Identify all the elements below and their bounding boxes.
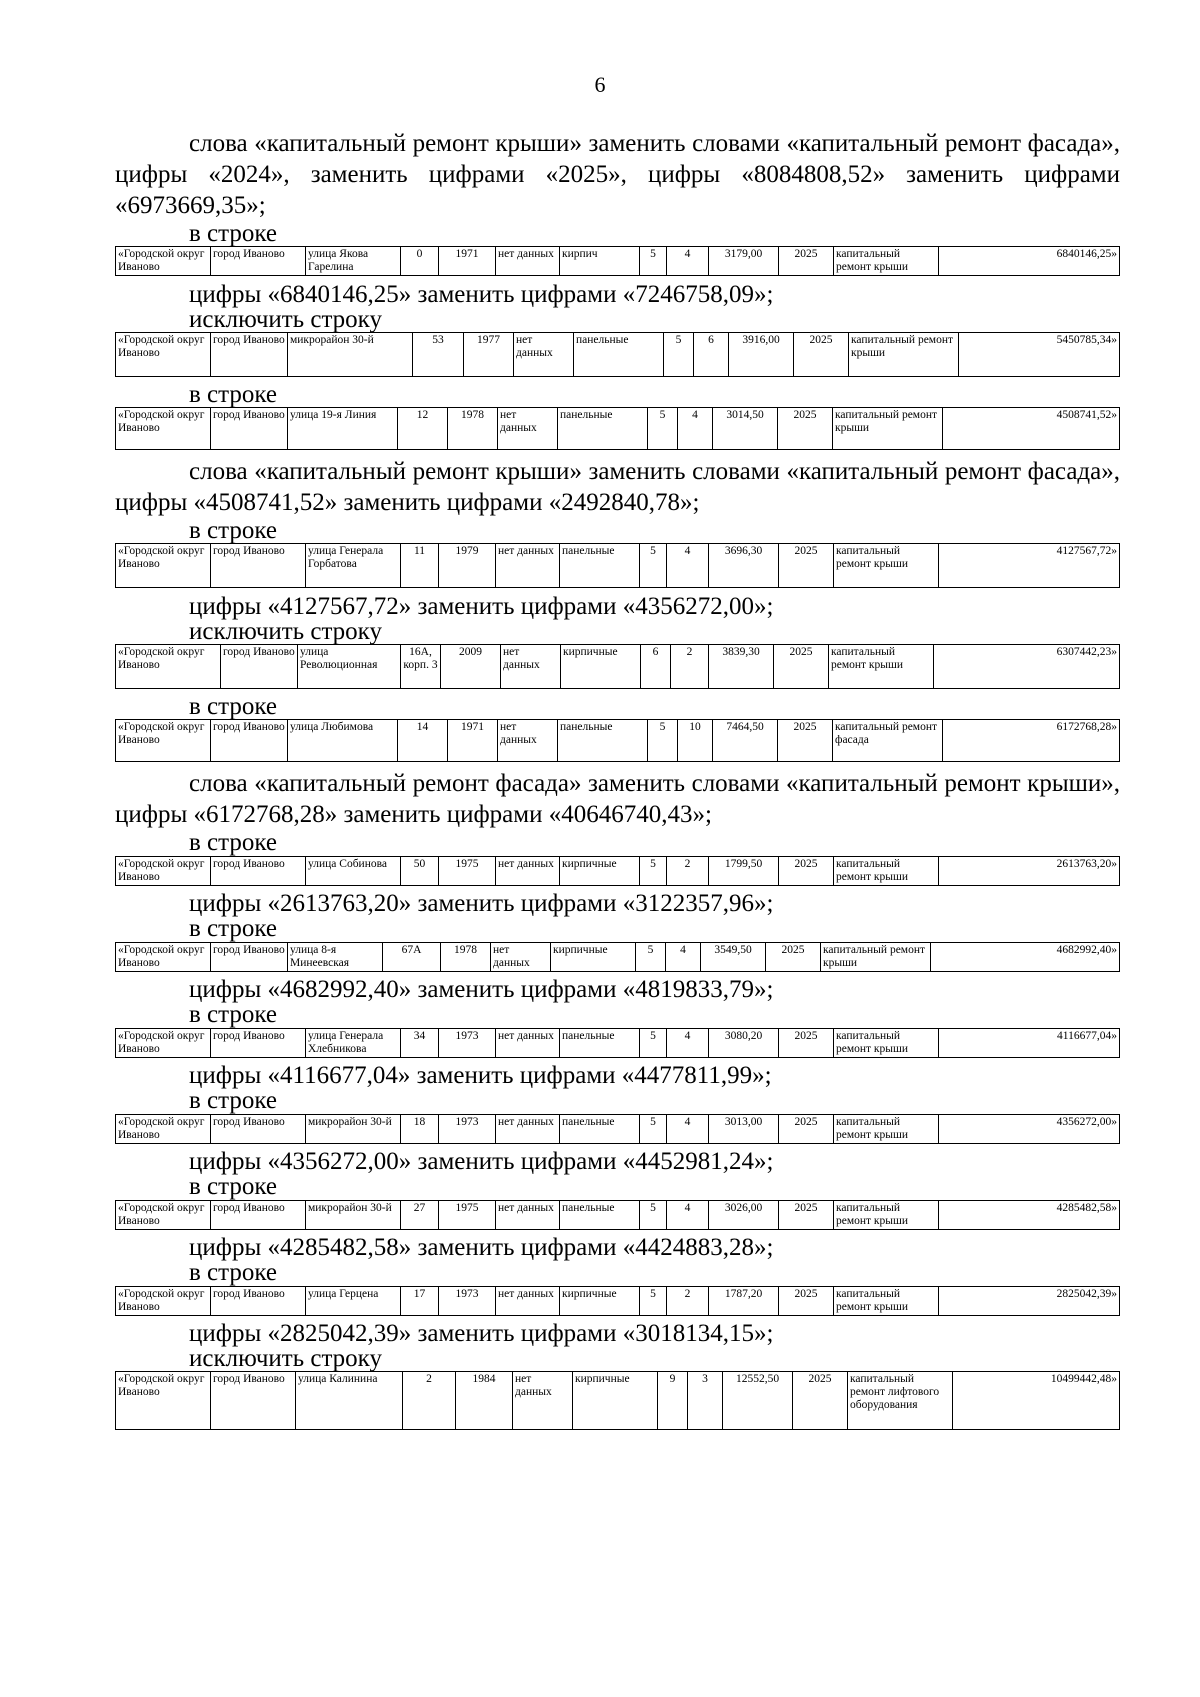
- cell-work-type: капитальный ремонт крыши: [834, 857, 939, 886]
- cell-area: 3014,50: [713, 408, 778, 450]
- cell-plan-year: 2025: [779, 544, 834, 588]
- instruction-line: цифры «4356272,00» заменить цифрами «4452981,24»;: [189, 1148, 774, 1175]
- cell-cost: 2613763,20»: [939, 857, 1120, 886]
- cell-municipality: «Городской округ Иваново: [116, 1287, 211, 1316]
- cell-area: 3696,30: [709, 544, 779, 588]
- cell-locality: город Иваново: [211, 544, 306, 588]
- cell-locality: город Иваново: [211, 720, 288, 762]
- cell-house-number: 16А, корп. 3: [401, 645, 441, 689]
- instruction-line: цифры «2613763,20» заменить цифрами «3122357,96»;: [189, 890, 774, 917]
- table-row: [115, 644, 1120, 689]
- cell-entrances: 4: [667, 1201, 709, 1230]
- cell-area: 3080,20: [709, 1029, 779, 1058]
- cell-street: улица Калинина: [296, 1372, 403, 1430]
- cell-locality: город Иваново: [211, 943, 288, 972]
- cell-cost: 4508741,52»: [943, 408, 1120, 450]
- instruction-line: в строке: [189, 517, 278, 544]
- cell-plan-year: 2025: [779, 1029, 834, 1058]
- document-body: [115, 128, 1120, 1430]
- cell-floors: 5: [640, 1287, 667, 1316]
- cell-year: 1979: [439, 544, 496, 588]
- cell-work-type: капитальный ремонт крыши: [834, 1201, 939, 1230]
- table-row: [115, 407, 1120, 450]
- cell-plan-year: 2025: [779, 1201, 834, 1230]
- instruction-line: цифры «2825042,39» заменить цифрами «3018134,15»;: [189, 1320, 774, 1347]
- cell-municipality: «Городской округ Иваново: [116, 333, 211, 377]
- cell-area: 12552,50: [723, 1372, 793, 1430]
- cell-municipality: «Городской округ Иваново: [116, 1372, 211, 1430]
- cell-locality: город Иваново: [211, 408, 288, 450]
- cell-plan-year: 2025: [778, 720, 833, 762]
- cell-house-number: 11: [401, 544, 439, 588]
- cell-municipality: «Городской округ Иваново: [116, 720, 211, 762]
- cell-street: микрорайон 30-й: [288, 333, 413, 377]
- cell-locality: город Иваново: [211, 333, 288, 377]
- amendment-paragraph: слова «капитальный ремонт фасада» заменить словами «капитальный ремонт крыши», цифры «6172768,28» заменить цифрами «40646740,43»;: [115, 770, 1120, 828]
- cell-locality: город Иваново: [211, 1201, 306, 1230]
- cell-area: 3013,00: [709, 1115, 779, 1144]
- instruction-line: цифры «4285482,58» заменить цифрами «4424883,28»;: [189, 1234, 774, 1261]
- cell-municipality: «Городской округ Иваново: [116, 1115, 211, 1144]
- cell-status: нет данных: [496, 544, 560, 588]
- cell-locality: город Иваново: [211, 247, 306, 276]
- instruction-line: в строке: [189, 220, 278, 247]
- cell-year: 1978: [441, 943, 491, 972]
- cell-material: панельные: [574, 333, 664, 377]
- table-row: [115, 1028, 1120, 1058]
- cell-locality: город Иваново: [211, 1372, 296, 1430]
- cell-street: микрорайон 30-й: [306, 1115, 401, 1144]
- cell-status: нет данных: [514, 333, 574, 377]
- cell-status: нет данных: [491, 943, 551, 972]
- cell-cost: 10499442,48»: [953, 1372, 1120, 1430]
- cell-status: нет данных: [496, 1115, 560, 1144]
- cell-plan-year: 2025: [766, 943, 821, 972]
- cell-material: панельные: [560, 1201, 640, 1230]
- cell-work-type: капитальный ремонт крыши: [833, 408, 943, 450]
- cell-floors: 5: [648, 408, 678, 450]
- cell-year: 1977: [464, 333, 514, 377]
- instruction-line: цифры «6840146,25» заменить цифрами «7246758,09»;: [189, 281, 774, 308]
- cell-year: 1978: [448, 408, 498, 450]
- instruction-line: в строке: [189, 1087, 278, 1114]
- cell-area: 1799,50: [709, 857, 779, 886]
- cell-municipality: «Городской округ Иваново: [116, 1029, 211, 1058]
- cell-status: нет данных: [501, 645, 561, 689]
- table-row: [115, 1286, 1120, 1316]
- cell-entrances: 6: [694, 333, 729, 377]
- cell-entrances: 2: [667, 857, 709, 886]
- cell-plan-year: 2025: [778, 408, 833, 450]
- cell-year: 1975: [439, 1201, 496, 1230]
- table-row: [115, 1114, 1120, 1144]
- cell-material: панельные: [560, 1029, 640, 1058]
- cell-area: 3549,50: [701, 943, 766, 972]
- cell-locality: город Иваново: [211, 1115, 306, 1144]
- table-row: [115, 1200, 1120, 1230]
- cell-plan-year: 2025: [779, 1115, 834, 1144]
- cell-area: 1787,20: [709, 1287, 779, 1316]
- cell-status: нет данных: [498, 408, 558, 450]
- cell-floors: 5: [636, 943, 666, 972]
- cell-house-number: 67А: [383, 943, 441, 972]
- cell-locality: город Иваново: [221, 645, 298, 689]
- cell-work-type: капитальный ремонт лифтового оборудования: [848, 1372, 953, 1430]
- cell-entrances: 10: [678, 720, 713, 762]
- cell-cost: 6307442,23»: [934, 645, 1120, 689]
- cell-floors: 5: [640, 1201, 667, 1230]
- cell-cost: 2825042,39»: [939, 1287, 1120, 1316]
- cell-material: панельные: [558, 408, 648, 450]
- cell-work-type: капитальный ремонт фасада: [833, 720, 943, 762]
- cell-cost: 6172768,28»: [943, 720, 1120, 762]
- cell-plan-year: 2025: [779, 247, 834, 276]
- cell-municipality: «Городской округ Иваново: [116, 247, 211, 276]
- instruction-line: в строке: [189, 693, 278, 720]
- cell-material: кирпичные: [560, 857, 640, 886]
- cell-status: нет данных: [496, 1287, 560, 1316]
- cell-cost: 6840146,25»: [939, 247, 1120, 276]
- instruction-line: цифры «4127567,72» заменить цифрами «4356272,00»;: [189, 593, 774, 620]
- cell-status: нет данных: [496, 1029, 560, 1058]
- cell-work-type: капитальный ремонт крыши: [834, 1287, 939, 1316]
- instruction-line: исключить строку: [189, 618, 382, 645]
- cell-floors: 5: [648, 720, 678, 762]
- cell-year: 1975: [439, 857, 496, 886]
- cell-material: кирпичные: [551, 943, 636, 972]
- cell-house-number: 34: [401, 1029, 439, 1058]
- cell-house-number: 12: [398, 408, 448, 450]
- cell-floors: 5: [640, 1029, 667, 1058]
- cell-house-number: 50: [401, 857, 439, 886]
- table-row: [115, 856, 1120, 886]
- cell-entrances: 3: [688, 1372, 723, 1430]
- table-row: [115, 543, 1120, 588]
- instruction-line: в строке: [189, 381, 278, 408]
- cell-area: 7464,50: [713, 720, 778, 762]
- cell-street: улица Революционная: [298, 645, 401, 689]
- cell-work-type: капитальный ремонт крыши: [834, 1115, 939, 1144]
- cell-street: улица Генерала Горбатова: [306, 544, 401, 588]
- cell-area: 3026,00: [709, 1201, 779, 1230]
- cell-floors: 5: [640, 857, 667, 886]
- table-row: [115, 1371, 1120, 1430]
- cell-plan-year: 2025: [779, 1287, 834, 1316]
- cell-material: кирпичные: [573, 1372, 658, 1430]
- cell-floors: 6: [641, 645, 671, 689]
- cell-municipality: «Городской округ Иваново: [116, 1201, 211, 1230]
- cell-year: 2009: [441, 645, 501, 689]
- cell-municipality: «Городской округ Иваново: [116, 943, 211, 972]
- cell-locality: город Иваново: [211, 1287, 306, 1316]
- cell-house-number: 17: [401, 1287, 439, 1316]
- cell-area: 3179,00: [709, 247, 779, 276]
- table-row: [115, 719, 1120, 762]
- cell-year: 1971: [439, 247, 496, 276]
- instruction-line: цифры «4682992,40» заменить цифрами «4819833,79»;: [189, 976, 774, 1003]
- cell-floors: 5: [640, 247, 667, 276]
- cell-work-type: капитальный ремонт крыши: [834, 544, 939, 588]
- cell-status: нет данных: [498, 720, 558, 762]
- table-row: [115, 942, 1120, 972]
- cell-street: улица Любимова: [288, 720, 398, 762]
- cell-status: нет данных: [496, 247, 560, 276]
- cell-work-type: капитальный ремонт крыши: [834, 247, 939, 276]
- cell-material: панельные: [558, 720, 648, 762]
- cell-plan-year: 2025: [774, 645, 829, 689]
- cell-work-type: капитальный ремонт крыши: [829, 645, 934, 689]
- amendment-paragraph: слова «капитальный ремонт крыши» заменить словами «капитальный ремонт фасада», цифры «2024», заменить цифрами «2025», цифры «8084808,52» заменить цифрами «6973669,35»;: [115, 130, 1120, 219]
- cell-cost: 5450785,34»: [959, 333, 1120, 377]
- cell-municipality: «Городской округ Иваново: [116, 408, 211, 450]
- cell-floors: 5: [664, 333, 694, 377]
- cell-status: нет данных: [496, 857, 560, 886]
- cell-material: кирпичные: [561, 645, 641, 689]
- cell-cost: 4682992,40»: [931, 943, 1120, 972]
- cell-material: кирпич: [560, 247, 640, 276]
- cell-house-number: 27: [401, 1201, 439, 1230]
- cell-area: 3916,00: [729, 333, 794, 377]
- instruction-line: исключить строку: [189, 1345, 382, 1372]
- cell-street: улица 19-я Линия: [288, 408, 398, 450]
- instruction-line: в строке: [189, 829, 278, 856]
- cell-entrances: 4: [666, 943, 701, 972]
- cell-entrances: 4: [667, 1029, 709, 1058]
- table-row: [115, 246, 1120, 276]
- cell-area: 3839,30: [709, 645, 774, 689]
- cell-year: 1971: [448, 720, 498, 762]
- instruction-line: в строке: [189, 915, 278, 942]
- table-row: [115, 332, 1120, 377]
- cell-plan-year: 2025: [794, 333, 849, 377]
- cell-year: 1984: [456, 1372, 513, 1430]
- cell-municipality: «Городской округ Иваново: [116, 645, 221, 689]
- cell-street: улица 8-я Минеевская: [288, 943, 383, 972]
- cell-floors: 5: [640, 544, 667, 588]
- cell-entrances: 4: [667, 247, 709, 276]
- cell-entrances: 2: [667, 1287, 709, 1316]
- cell-cost: 4356272,00»: [939, 1115, 1120, 1144]
- cell-work-type: капитальный ремонт крыши: [849, 333, 959, 377]
- cell-house-number: 0: [401, 247, 439, 276]
- cell-street: улица Генерала Хлебникова: [306, 1029, 401, 1058]
- cell-plan-year: 2025: [793, 1372, 848, 1430]
- cell-entrances: 4: [667, 1115, 709, 1144]
- cell-locality: город Иваново: [211, 1029, 306, 1058]
- cell-street: микрорайон 30-й: [306, 1201, 401, 1230]
- cell-material: панельные: [560, 1115, 640, 1144]
- cell-street: улица Герцена: [306, 1287, 401, 1316]
- cell-work-type: капитальный ремонт крыши: [821, 943, 931, 972]
- amendment-paragraph: слова «капитальный ремонт крыши» заменить словами «капитальный ремонт фасада», цифры «4508741,52» заменить цифрами «2492840,78»;: [115, 458, 1120, 516]
- cell-work-type: капитальный ремонт крыши: [834, 1029, 939, 1058]
- cell-year: 1973: [439, 1287, 496, 1316]
- cell-house-number: 53: [413, 333, 464, 377]
- cell-entrances: 2: [671, 645, 709, 689]
- cell-house-number: 2: [403, 1372, 456, 1430]
- instruction-line: в строке: [189, 1259, 278, 1286]
- cell-entrances: 4: [678, 408, 713, 450]
- page-number: 6: [594, 72, 606, 97]
- instruction-line: в строке: [189, 1173, 278, 1200]
- cell-status: нет данных: [496, 1201, 560, 1230]
- cell-locality: город Иваново: [211, 857, 306, 886]
- cell-municipality: «Городской округ Иваново: [116, 857, 211, 886]
- cell-status: нет данных: [513, 1372, 573, 1430]
- cell-house-number: 18: [401, 1115, 439, 1144]
- cell-floors: 5: [640, 1115, 667, 1144]
- cell-house-number: 14: [398, 720, 448, 762]
- cell-entrances: 4: [667, 544, 709, 588]
- cell-year: 1973: [439, 1029, 496, 1058]
- cell-floors: 9: [658, 1372, 688, 1430]
- instruction-line: цифры «4116677,04» заменить цифрами «4477811,99»;: [189, 1062, 772, 1089]
- cell-material: кирпичные: [560, 1287, 640, 1316]
- cell-year: 1973: [439, 1115, 496, 1144]
- cell-cost: 4116677,04»: [939, 1029, 1120, 1058]
- instruction-line: в строке: [189, 1001, 278, 1028]
- cell-municipality: «Городской округ Иваново: [116, 544, 211, 588]
- cell-cost: 4127567,72»: [939, 544, 1120, 588]
- cell-street: улица Якова Гарелина: [306, 247, 401, 276]
- cell-street: улица Собинова: [306, 857, 401, 886]
- cell-material: панельные: [560, 544, 640, 588]
- cell-plan-year: 2025: [779, 857, 834, 886]
- instruction-line: исключить строку: [189, 306, 382, 333]
- cell-cost: 4285482,58»: [939, 1201, 1120, 1230]
